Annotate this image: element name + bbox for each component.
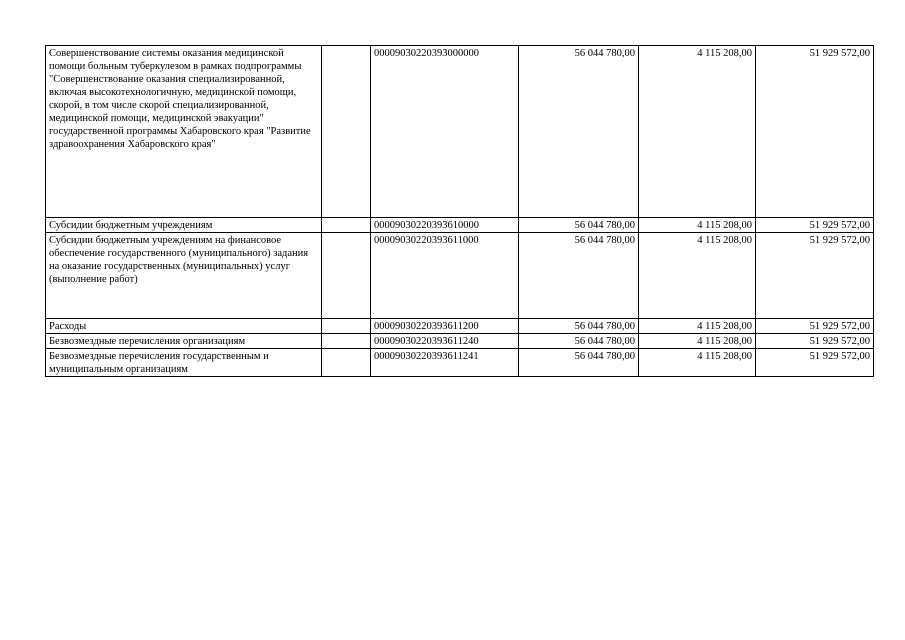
row-name-cell: Субсидии бюджетным учреждениям <box>46 218 322 233</box>
table-row <box>46 46 874 218</box>
table-row <box>46 349 874 377</box>
row-blank-cell <box>322 218 371 233</box>
row-change-amount-cell: 4 115 208,00 <box>639 46 756 218</box>
table-row <box>46 233 874 319</box>
row-name-cell: Совершенствование системы оказания медицинской помощи больным туберкулезом в рамках подпрограммы "Совершенствование оказания специализированной, включая высокотехнологичную, медицинской помощи, скорой, в том числе скорой специализированной, медицинской помощи, медицинской эвакуации" государственной программы Хабаровского края "Развитие здравоохранения Хабаровского края" <box>46 46 322 218</box>
table-row <box>46 218 874 233</box>
row-code-cell: 00009030220393611000 <box>371 233 519 319</box>
row-total-amount-cell: 51 929 572,00 <box>756 233 874 319</box>
row-code-cell: 00009030220393610000 <box>371 218 519 233</box>
row-blank-cell <box>322 233 371 319</box>
row-name-cell: Субсидии бюджетным учреждениям на финансовое обеспечение государственного (муниципального) задания на оказание государственных (муниципальных) услуг (выполнение работ) <box>46 233 322 319</box>
row-total-amount-cell: 51 929 572,00 <box>756 218 874 233</box>
row-plan-amount-cell: 56 044 780,00 <box>519 334 639 349</box>
row-plan-amount-cell: 56 044 780,00 <box>519 319 639 334</box>
row-total-amount-cell: 51 929 572,00 <box>756 46 874 218</box>
row-name-cell: Безвозмездные перечисления организациям <box>46 334 322 349</box>
row-plan-amount-cell: 56 044 780,00 <box>519 233 639 319</box>
row-total-amount-cell: 51 929 572,00 <box>756 319 874 334</box>
table-row <box>46 319 874 334</box>
row-plan-amount-cell: 56 044 780,00 <box>519 349 639 377</box>
budget-table <box>45 45 874 377</box>
row-change-amount-cell: 4 115 208,00 <box>639 218 756 233</box>
row-total-amount-cell: 51 929 572,00 <box>756 349 874 377</box>
table-row <box>46 334 874 349</box>
row-total-amount-cell: 51 929 572,00 <box>756 334 874 349</box>
row-change-amount-cell: 4 115 208,00 <box>639 334 756 349</box>
row-change-amount-cell: 4 115 208,00 <box>639 233 756 319</box>
row-blank-cell <box>322 319 371 334</box>
row-name-cell: Безвозмездные перечисления государственным и муниципальным организациям <box>46 349 322 377</box>
row-change-amount-cell: 4 115 208,00 <box>639 319 756 334</box>
row-plan-amount-cell: 56 044 780,00 <box>519 46 639 218</box>
row-code-cell: 00009030220393611241 <box>371 349 519 377</box>
row-name-cell: Расходы <box>46 319 322 334</box>
row-plan-amount-cell: 56 044 780,00 <box>519 218 639 233</box>
row-code-cell: 00009030220393611200 <box>371 319 519 334</box>
row-blank-cell <box>322 349 371 377</box>
row-code-cell: 00009030220393611240 <box>371 334 519 349</box>
row-code-cell: 00009030220393000000 <box>371 46 519 218</box>
row-change-amount-cell: 4 115 208,00 <box>639 349 756 377</box>
row-blank-cell <box>322 46 371 218</box>
row-blank-cell <box>322 334 371 349</box>
